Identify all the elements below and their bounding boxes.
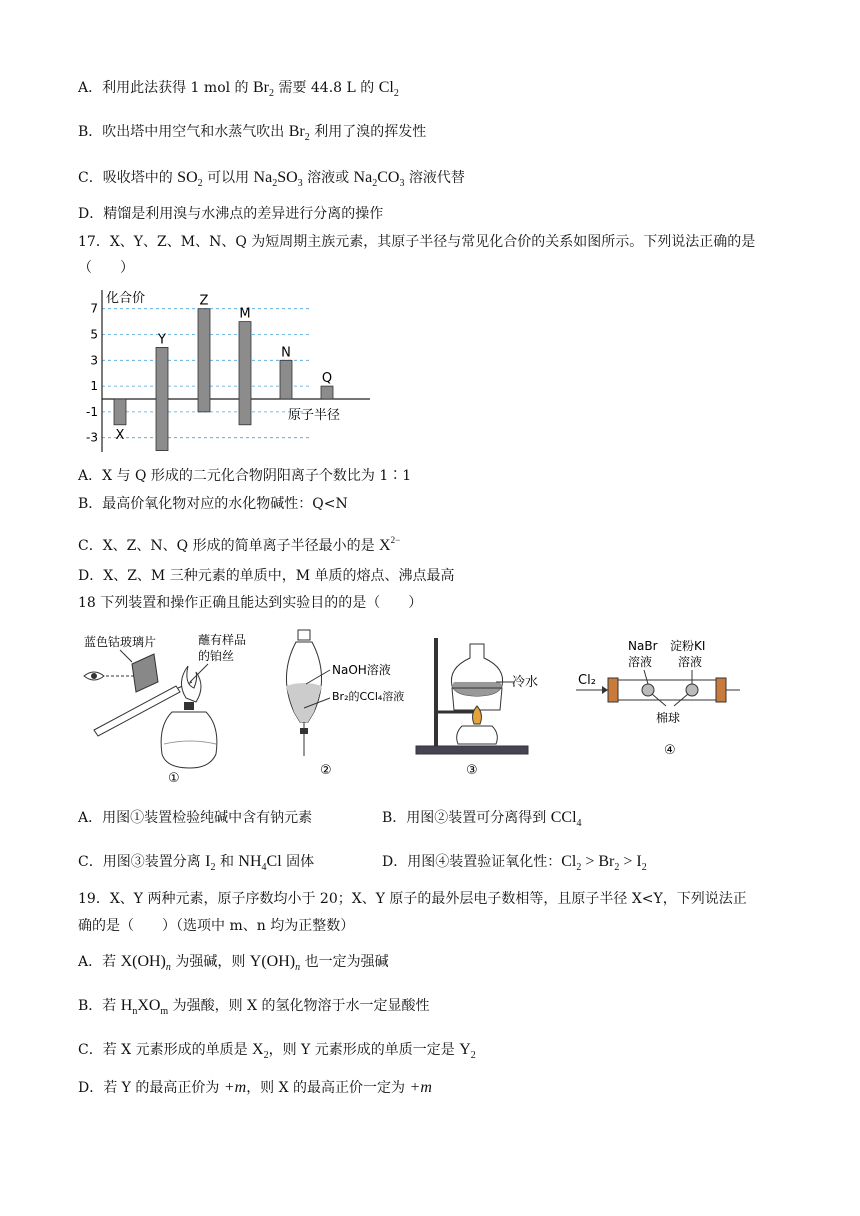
formula-so2: $SO_2$ bbox=[177, 169, 203, 189]
q16-option-d: D．精馏是利用溴与水沸点的差异进行分离的操作 bbox=[78, 206, 384, 222]
formula-cl2: $Cl_2$ bbox=[378, 79, 399, 99]
bar-x bbox=[114, 399, 126, 425]
q19-option-c bbox=[78, 1040, 476, 1066]
fig1-number: ① bbox=[168, 771, 180, 786]
fig4-label-cotton: 棉球 bbox=[656, 711, 681, 725]
fig1-label-wire-b: 的铂丝 bbox=[198, 649, 235, 663]
flame bbox=[181, 666, 201, 702]
bar-label-z: Z bbox=[199, 293, 209, 309]
formula-nh4cl: $NH_4Cl$ bbox=[238, 853, 282, 873]
bar-label-y: Y bbox=[158, 332, 166, 348]
y-tick-label: 1 bbox=[90, 379, 98, 394]
q17-option-c bbox=[78, 530, 400, 556]
fig2-label-naoh: NaOH溶液 bbox=[332, 663, 391, 677]
x-axis-label: 原子半径 bbox=[288, 408, 341, 423]
q18-option-d bbox=[382, 852, 647, 878]
formula-y2: $Y_2$ bbox=[459, 1041, 476, 1061]
text: 溶液或 bbox=[302, 170, 354, 186]
q19-option-b bbox=[78, 996, 430, 1022]
fig3-number: ③ bbox=[466, 763, 478, 778]
q18-option-b bbox=[382, 808, 582, 834]
formula-na2co3: $Na_2CO_3$ bbox=[353, 169, 405, 189]
y-tick-label: -3 bbox=[86, 430, 98, 445]
formula-x2minus: $X^{2-}$ bbox=[379, 535, 401, 554]
text: 为强碱，则 bbox=[170, 954, 250, 970]
y-tick-label: 7 bbox=[90, 301, 98, 316]
fig4-label-nabr-b: 溶液 bbox=[628, 655, 653, 669]
formula-x2: $X_2$ bbox=[252, 1041, 269, 1061]
bar-label-x: X bbox=[115, 427, 125, 443]
text: B．若 bbox=[78, 998, 121, 1014]
text: A．若 bbox=[78, 954, 121, 970]
fig4-label-cl2: Cl₂ bbox=[578, 673, 596, 688]
q18-option-c bbox=[78, 852, 314, 878]
fig4-label-ki-a: 淀粉KI bbox=[670, 639, 706, 653]
text: ，则 Y 元素形成的单质一定是 bbox=[268, 1042, 460, 1058]
fig2-label-br2: Br₂的CCl₄溶液 bbox=[332, 690, 405, 703]
text: C．吸收塔中的 bbox=[78, 170, 178, 186]
text: C．X、Z、N、Q 形成的简单离子半径最小的是 bbox=[78, 538, 380, 554]
q16-option-a bbox=[78, 78, 399, 104]
alcohol-lamp bbox=[457, 726, 498, 744]
text: B．吹出塔中用空气和水蒸气吹出 bbox=[78, 124, 289, 140]
q19-stem-1: 19．X、Y 两种元素，原子序数均小于 20；X、Y 原子的最外层电子数相等，且原子半径 X<Y，下列说法正 bbox=[78, 891, 747, 907]
formula-na2so3: $Na_2SO_3$ bbox=[253, 169, 303, 189]
q18-option-a: A．用图①装置检验纯碱中含有钠元素 bbox=[78, 810, 313, 826]
text: B．用图②装置可分离得到 bbox=[382, 810, 551, 826]
cobalt-glass bbox=[132, 654, 158, 692]
figure-1-flame-test bbox=[80, 626, 260, 786]
formula-br2: $Br_2$ bbox=[288, 123, 310, 143]
formula-x-oh-n: $X(OH)_n$ bbox=[120, 953, 171, 973]
bar-label-q: Q bbox=[321, 371, 333, 387]
q17-stem: 17．X、Y、Z、M、N、Q 为短周期主族元素，其原子半径与常见化合价的关系如图所示。下列说法正确的是（ ） bbox=[78, 234, 756, 276]
text: D．用图④装置验证氧化性： bbox=[382, 854, 562, 870]
text: 溶液代替 bbox=[404, 170, 465, 186]
formula-oxidation-order: $Cl_2 > Br_2 > I_2$ bbox=[561, 853, 647, 873]
valence-radius-chart bbox=[80, 286, 380, 456]
fig3-label-cold-water: 冷水 bbox=[512, 675, 539, 690]
formula-br2: $Br_2$ bbox=[253, 79, 274, 99]
bar-n bbox=[280, 360, 292, 399]
q19-option-d bbox=[78, 1078, 432, 1098]
text: 为强酸，则 X 的氢化物溶于水一定显酸性 bbox=[168, 998, 430, 1014]
text: 固体 bbox=[281, 854, 315, 870]
figure-4-oxidation-test bbox=[574, 634, 744, 774]
fig4-label-nabr-a: NaBr bbox=[628, 639, 658, 653]
y-tick-label: -1 bbox=[86, 404, 98, 419]
fig2-number: ② bbox=[320, 763, 332, 778]
y-axis-label: 化合价 bbox=[106, 291, 146, 306]
bar-m bbox=[239, 322, 251, 425]
text: 利用了溴的挥发性 bbox=[309, 124, 427, 140]
lamp-wick bbox=[184, 702, 194, 710]
text: A．利用此法获得 1 mol 的 bbox=[78, 80, 253, 96]
text: 可以用 bbox=[202, 170, 254, 186]
text: C．若 X 元素形成的单质是 bbox=[78, 1042, 253, 1058]
glass-tube bbox=[614, 680, 720, 700]
formula-y-oh-n: $Y(OH)_n$ bbox=[249, 953, 301, 973]
q16-option-c bbox=[78, 168, 465, 194]
alcohol-lamp bbox=[161, 712, 217, 768]
fig4-label-ki-b: 溶液 bbox=[678, 655, 703, 669]
q19-stem-2: 确的是（ ）（选项中 m、n 均为正整数） bbox=[78, 918, 355, 934]
formula-ccl4: CCl$_4$ bbox=[550, 809, 582, 829]
fig1-label-wire-a: 蘸有样品 bbox=[198, 633, 247, 647]
q17-option-d: D．X、Z、M 三种元素的单质中，M 单质的熔点、沸点最高 bbox=[78, 568, 455, 584]
flame bbox=[473, 706, 482, 724]
q19-option-a bbox=[78, 952, 389, 978]
bar-y bbox=[156, 347, 168, 450]
figure-3-sublimation bbox=[414, 634, 544, 794]
eye-pupil-icon bbox=[91, 673, 97, 679]
text: 需要 44.8 L 的 bbox=[274, 80, 379, 96]
bar-z bbox=[198, 309, 210, 412]
figure-2-separatory-funnel bbox=[270, 626, 410, 786]
fig1-label-glass: 蓝色钴玻璃片 bbox=[84, 635, 157, 649]
text: C．用图③装置分离 bbox=[78, 854, 206, 870]
text: D．若 Y 的最高正价为 bbox=[78, 1080, 224, 1096]
formula-i2: $I_2$ bbox=[205, 853, 216, 873]
bar-q bbox=[321, 386, 333, 399]
y-tick-label: 5 bbox=[90, 327, 98, 342]
bar-label-n: N bbox=[281, 345, 291, 361]
formula-plus-m: +m bbox=[223, 1079, 247, 1096]
q17-option-a: A．X 与 Q 形成的二元化合物阴阳离子个数比为 1∶1 bbox=[78, 468, 412, 484]
fig4-number: ④ bbox=[664, 743, 676, 758]
formula-hnxom: $H_nXO_m$ bbox=[120, 997, 169, 1017]
q16-option-b bbox=[78, 122, 426, 148]
y-tick-label: 3 bbox=[90, 353, 98, 368]
q17-option-b: B．最高价氧化物对应的水化物碱性：Q<N bbox=[78, 496, 348, 512]
bar-label-m: M bbox=[239, 306, 251, 322]
text: ，则 X 的最高正价一定为 bbox=[246, 1080, 410, 1096]
text: 也一定为强碱 bbox=[300, 954, 389, 970]
q18-stem: 18 下列装置和操作正确且能达到实验目的的是（ ） bbox=[78, 595, 423, 611]
text: 和 bbox=[215, 854, 239, 870]
formula-plus-m: +m bbox=[409, 1079, 432, 1096]
